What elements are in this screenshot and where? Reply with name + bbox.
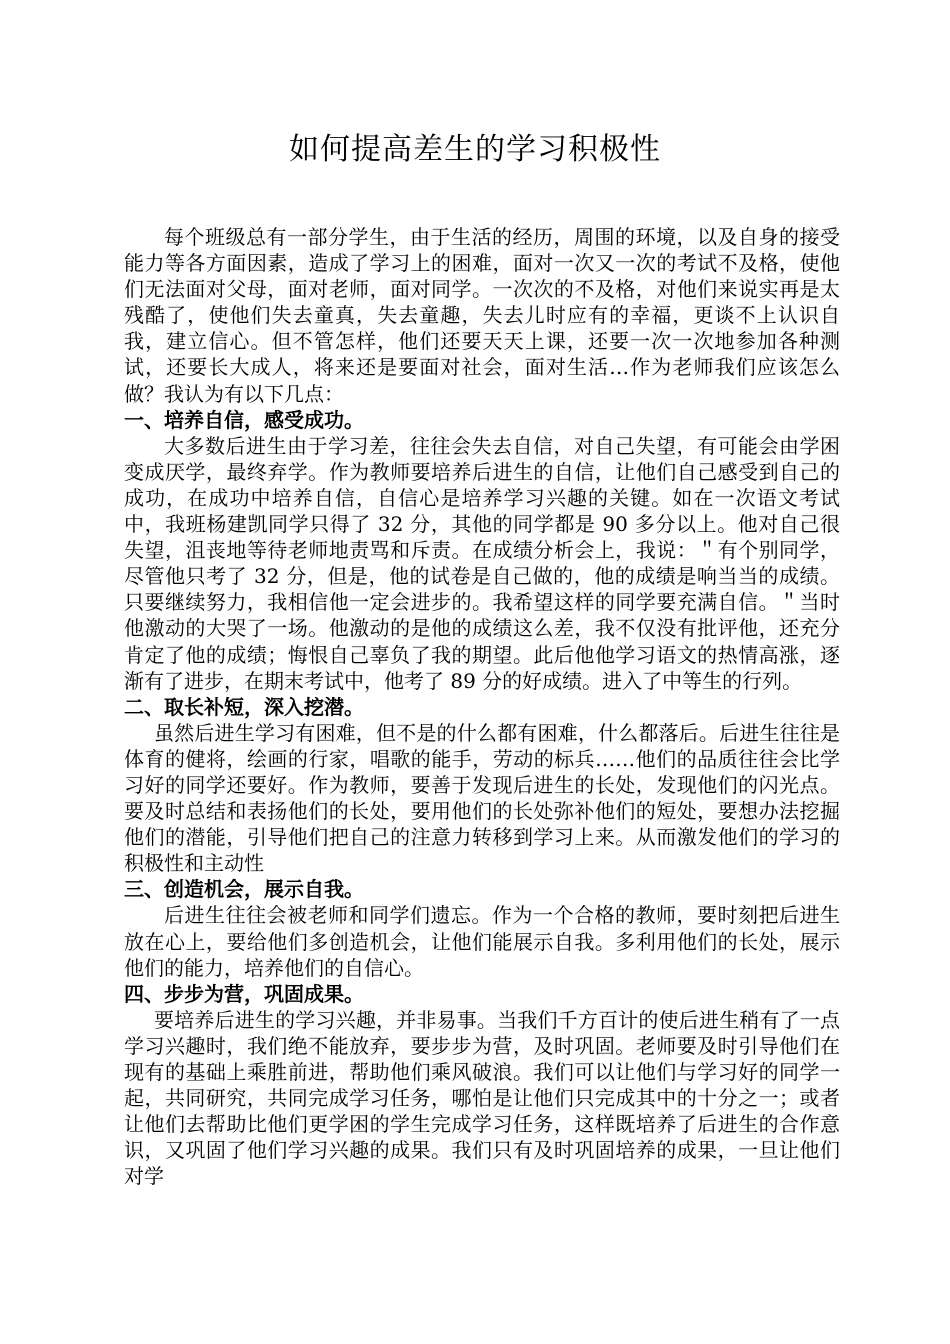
- document-title: 如何提高差生的学习积极性: [289, 132, 661, 167]
- document-body: [124, 224, 840, 1189]
- section-paragraph-1: 大多数后进生由于学习差，往往会失去自信，对自己失望，有可能会由学困变成厌学，最终弃学。作为教师要培养后进生的自信，让他们自己感受到自己的成功，在成功中培养自信，自信心是培养学习兴趣的关键。如在一次语文考试中，我班杨建凯同学只得了 32 分，其他的同学都是 90 多分以上。他对自己很失望，沮丧地等待老师地责骂和斥责。在成绩分析会上，我说：＂有个别同学，尽管他只考了 32 分，但是，他的试卷是自己做的，他的成绩是响当当的成绩。只要继续努力，我相信他一定会进步的。我希望这样的同学要充满自信。＂当时他激动的大哭了一场。他激动的是他的成绩这么差，我不仅没有批评他，还充分肯定了他的成绩；悔恨自己辜负了我的期望。此后他他学习语文的热情高涨，逐渐有了进步，在期末考试中，他考了 89 分的好成绩。进入了中等生的行列。: [124, 433, 840, 693]
- section-paragraph-4: 要培养后进生的学习兴趣，并非易事。当我们千方百计的使后进生稍有了一点学习兴趣时，我们绝不能放弃，要步步为营，及时巩固。老师要及时引导他们在现有的基础上乘胜前进，帮助他们乘风破浪。我们可以让他们与学习好的同学一起，共同研究，共同完成学习任务，哪怕是让他们只完成其中的十分之一；或者让他们去帮助比他们更学困的学生完成学习任务，这样既培养了后进生的合作意识，又巩固了他们学习兴趣的成果。我们只有及时巩固培养的成果，一旦让他们对学: [124, 1007, 840, 1189]
- intro-paragraph: 每个班级总有一部分学生，由于生活的经历，周围的环境，以及自身的接受能力等各方面因素，造成了学习上的困难，面对一次又一次的考试不及格，使他们无法面对父母，面对老师，面对同学。一次次的不及格，对他们来说实再是太残酷了，使他们失去童真，失去童趣，失去儿时应有的幸福，更谈不上认识自我，建立信心。但不管怎样，他们还要天天上课，还要一次一次地参加各种测试，还要长大成人，将来还是要面对社会，面对生活…作为老师我们应该怎么做？我认为有以下几点：: [124, 225, 840, 406]
- section-paragraph-2: 虽然后进生学习有困难，但不是的什么都有困难，什么都落后。后进生往往是体育的健将，绘画的行家，唱歌的能手，劳动的标兵……他们的品质往往会比学习好的同学还要好。作为教师，要善于发现后进生的长处，发现他们的闪光点。要及时总结和表扬他们的长处，要用他们的长处弥补他们的短处，要想办法挖掘他们的潜能，引导他们把自己的注意力转移到学习上来。从而激发他们的学习的积极性和主动性: [124, 720, 840, 876]
- section-heading-2: 二、取长补短，深入挖潜。: [124, 694, 364, 719]
- section-heading-1: 一、培养自信，感受成功。: [124, 407, 364, 432]
- section-heading-4: 四、步步为营，巩固成果。: [124, 981, 364, 1006]
- section-paragraph-3: 后进生往往会被老师和同学们遗忘。作为一个合格的教师，要时刻把后进生放在心上，要给他们多创造机会，让他们能展示自我。多利用他们的长处，展示他们的能力，培养他们的自信心。: [124, 903, 840, 980]
- section-heading-3: 三、创造机会，展示自我。: [124, 877, 364, 902]
